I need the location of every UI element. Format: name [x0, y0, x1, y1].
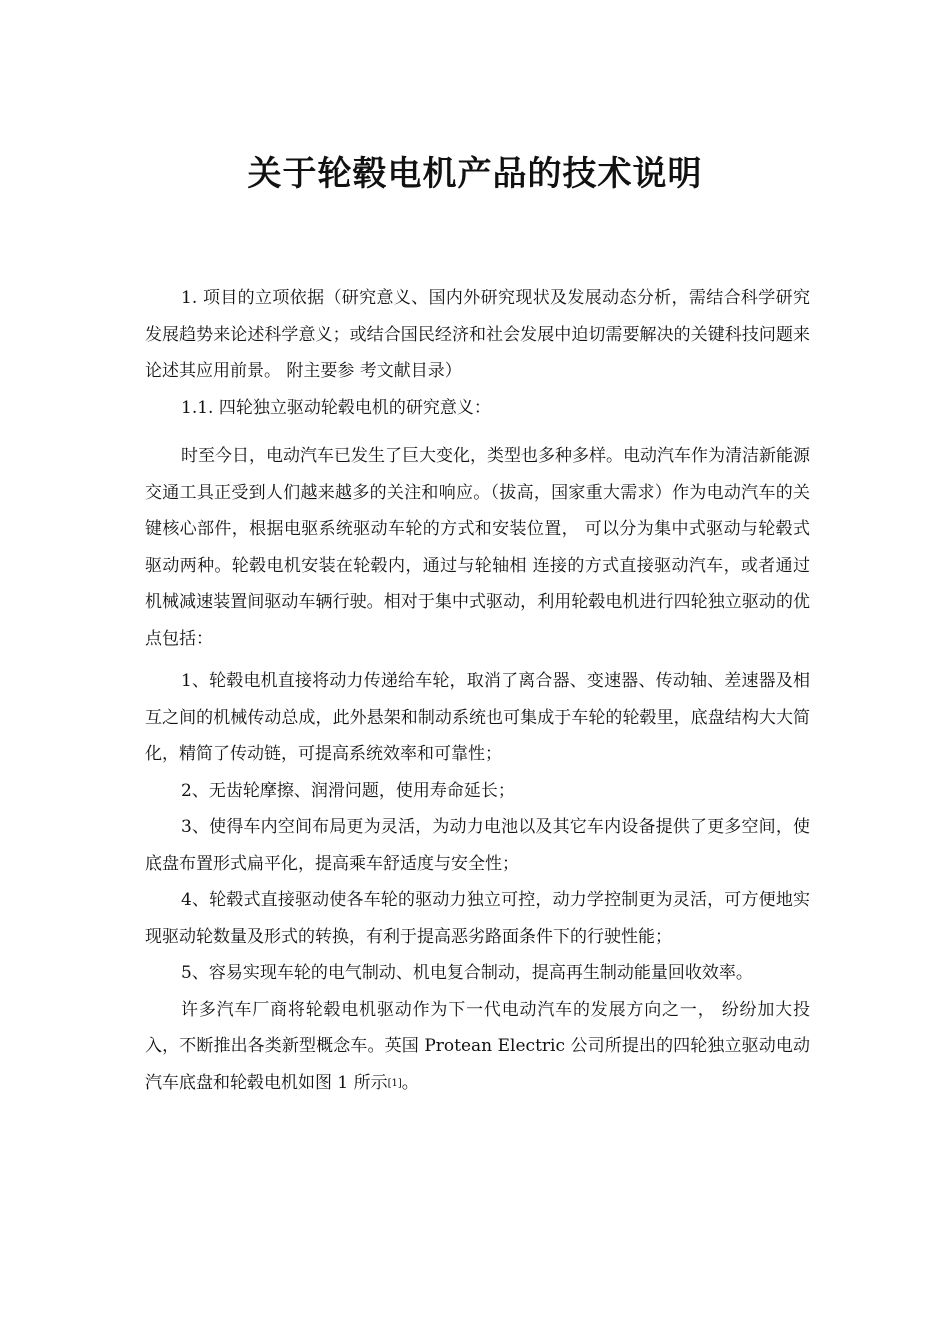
paragraph-background: 时至今日，电动汽车已发生了巨大变化，类型也多种多样。电动汽车作为清洁新能源交通工具正受到人们越来越多的关注和响应。（拔高，国家重大需求）作为电动汽车的关键核心部件，根据电驱系统驱动车轮的方式和安装位置， 可以分为集中式驱动与轮毂式驱动两种。轮毂电机安装在轮毂内，通过与轮轴相 连接的方式直接驱动汽车，或者通过机械减速装置间驱动车辆行驶。相对于集中式驱动，利用轮毂电机进行四轮独立驱动的优点包括： [145, 446, 810, 649]
paragraph-advantage-4: 4、轮毂式直接驱动使各车轮的驱动力独立可控，动力学控制更为灵活，可方便地实现驱动轮数量及形式的转换，有利于提高恶劣路面条件下的行驶性能； [145, 890, 810, 947]
paragraph-project-basis: 1. 项目的立项依据（研究意义、国内外研究现状及发展动态分析，需结合科学研究发展趋势来论述科学意义；或结合国民经济和社会发展中迫切需要解决的关键科技问题来论述其应用前景。 附主要参 考文献目录） [145, 288, 810, 381]
paragraph-advantage-3: 3、使得车内空间布局更为灵活，为动力电池以及其它车内设备提供了更多空间，使底盘布置形式扁平化，提高乘车舒适度与安全性； [145, 817, 810, 874]
paragraph-industry-text: 许多汽车厂商将轮毂电机驱动作为下一代电动汽车的发展方向之一， 纷纷加大投入，不断推出各类新型概念车。英国 Protean Electric 公司所提出的四轮独立驱动电动汽车底盘和轮毂电机如图 1 所示 [145, 999, 810, 1093]
paragraph-advantage-1: 1、轮毂电机直接将动力传递给车轮，取消了离合器、变速器、传动轴、差速器及相互之间的机械传动总成，此外悬架和制动系统也可集成于车轮的轮毂里，底盘结构大大简化，精简了传动链，可提高系统效率和可靠性； [145, 671, 810, 764]
document-body [145, 280, 810, 1102]
paragraph-section-heading: 1.1. 四轮独立驱动轮毂电机的研究意义： [181, 397, 491, 418]
citation-reference[interactable]: [1] [387, 1077, 402, 1089]
paragraph-advantage-5: 5、容易实现车轮的电气制动、机电复合制动，提高再生制动能量回收效率。 [181, 963, 753, 983]
paragraph-industry-end: 。 [401, 1072, 419, 1093]
paragraph-advantage-2: 2、无齿轮摩擦、润滑问题，使用寿命延长； [181, 780, 515, 801]
document-title: 关于轮毂电机产品的技术说明 [247, 154, 703, 194]
paragraph-industry [145, 992, 810, 1103]
